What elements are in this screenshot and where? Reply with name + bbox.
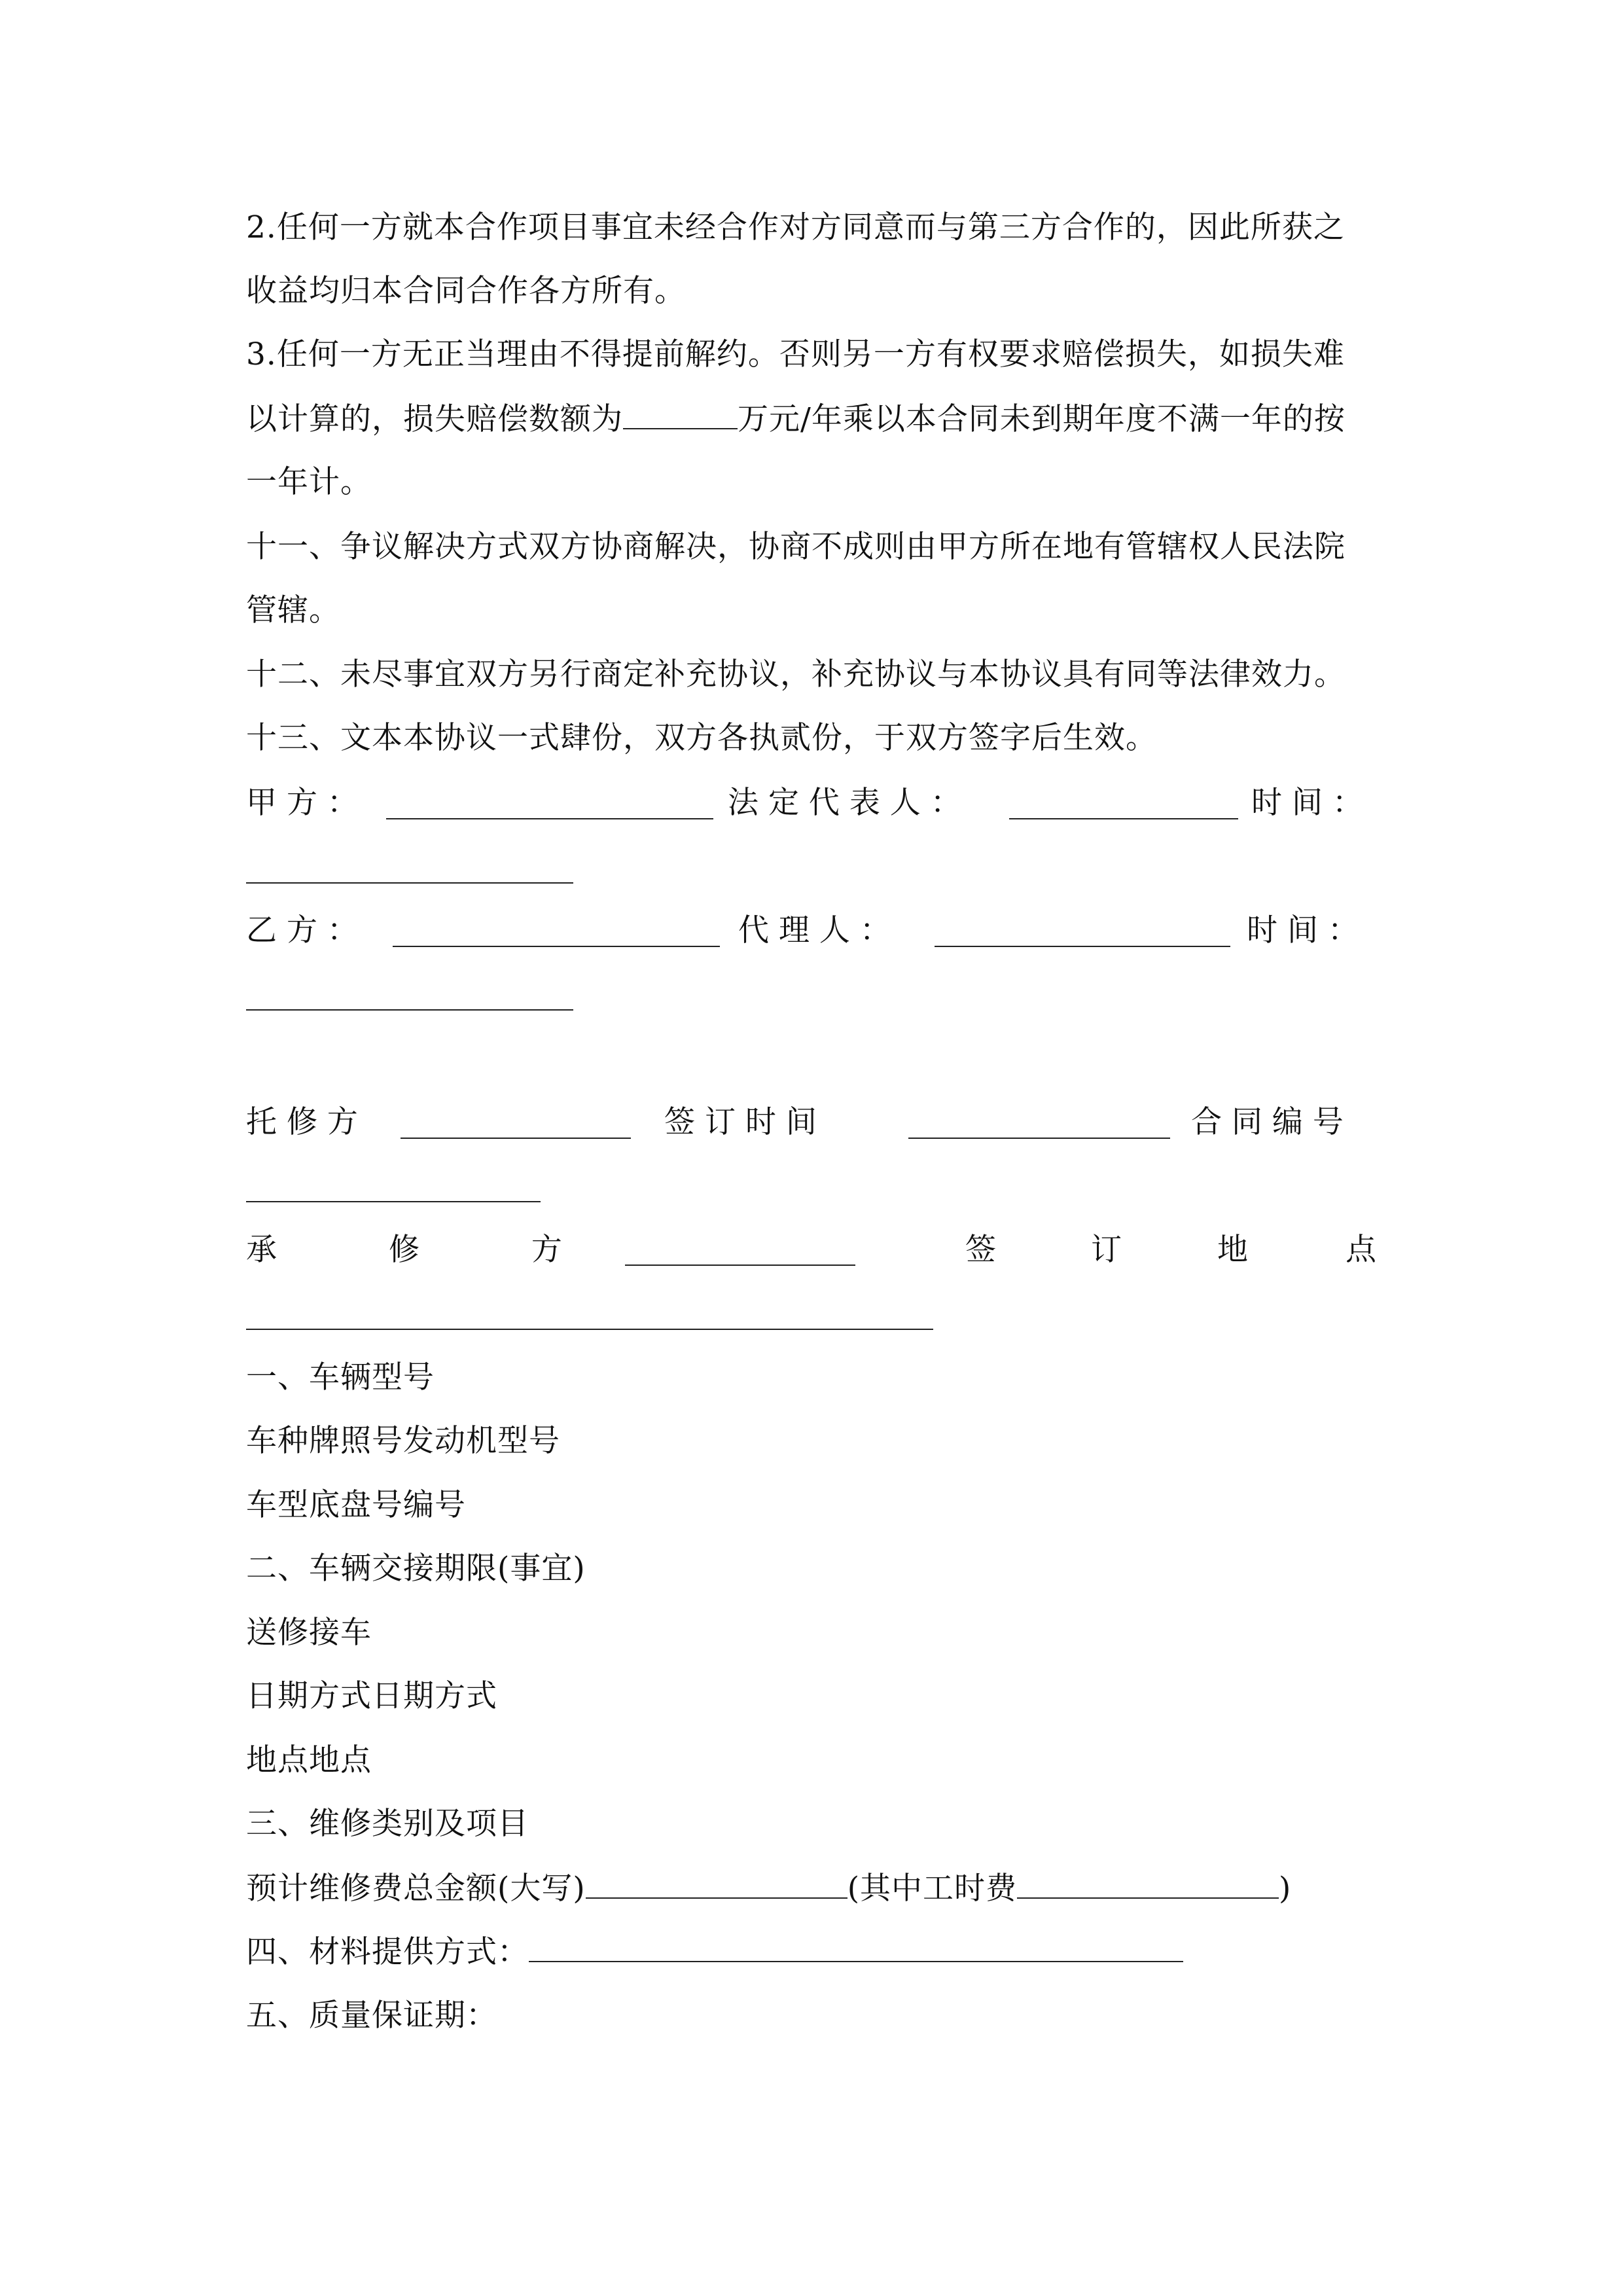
repairer-label: 承 修 方 xyxy=(246,1232,613,1268)
item-warranty-period: 五、质量保证期： xyxy=(246,1998,497,2034)
time-label-b: 时 间 ： xyxy=(1247,912,1359,948)
item-handover-period: 二、车辆交接期限(事宜) xyxy=(246,1551,586,1587)
sign-time-blank[interactable] xyxy=(908,1138,1170,1139)
time-b-blank[interactable] xyxy=(246,1009,573,1011)
item-material-supply: 四、材料提供方式： xyxy=(246,1932,1378,1972)
legal-rep-label: 法 定 代 表 人 ： xyxy=(728,785,961,821)
clause-11-line-1: 十一、争议解决方式双方协商解决，协商不成则由甲方所在地有管辖权人民法院 xyxy=(246,529,1346,565)
agent-label: 代 理 人 ： xyxy=(738,912,891,948)
item-repair-category: 三、维修类别及项目 xyxy=(246,1806,529,1842)
clause-11-line-2: 管辖。 xyxy=(246,592,340,628)
sign-time-label: 签 订 时 间 xyxy=(664,1104,817,1140)
contract-no-label: 合 同 编 号 xyxy=(1191,1104,1344,1140)
clause-3-line-2 xyxy=(246,399,1378,439)
fee-total-blank[interactable] xyxy=(586,1869,847,1899)
clause-13: 十三、文本本协议一式肆份，双方各执贰份，于双方签字后生效。 xyxy=(246,720,1157,756)
contract-no-blank[interactable] xyxy=(246,1201,541,1202)
client-blank[interactable] xyxy=(401,1138,631,1139)
party-a-label: 甲 方 ： xyxy=(246,785,358,821)
sign-place-char-2: 订 xyxy=(1091,1232,1122,1268)
clause-3-text-b: 万元/年乘以本合同未到期年度不满一年的按 xyxy=(738,401,1346,437)
sign-place-blank[interactable] xyxy=(246,1329,933,1330)
labor-fee-blank[interactable] xyxy=(1017,1869,1279,1899)
client-label: 托 修 方 xyxy=(246,1104,358,1140)
item-date-method: 日期方式日期方式 xyxy=(246,1678,497,1714)
clause-3-line-3: 一年计。 xyxy=(246,464,372,500)
party-b-blank[interactable] xyxy=(393,946,720,947)
sign-place-char-3: 地 xyxy=(1217,1232,1248,1268)
material-supply-blank[interactable] xyxy=(529,1932,1183,1962)
legal-rep-blank[interactable] xyxy=(1009,818,1238,819)
sign-place-char-1: 签 xyxy=(965,1232,996,1268)
clause-12: 十二、未尽事宜双方另行商定补充协议，补充协议与本协议具有同等法律效力。 xyxy=(246,656,1346,692)
clause-3-text-a: 以计算的，损失赔偿数额为 xyxy=(246,401,623,437)
sign-place-char-4: 点 xyxy=(1346,1232,1376,1268)
compensation-amount-blank[interactable] xyxy=(623,399,738,429)
clause-3-line-1: 3.任何一方无正当理由不得提前解约。否则另一方有权要求赔偿损失，如损失难 xyxy=(246,336,1345,372)
item-send-pickup: 送修接车 xyxy=(246,1615,372,1651)
clause-2-line-1: 2.任何一方就本合作项目事宜未经合作对方同意而与第三方合作的，因此所获之 xyxy=(246,209,1345,245)
item-location: 地点地点 xyxy=(246,1742,372,1778)
item-chassis: 车型底盘号编号 xyxy=(246,1487,466,1523)
time-a-blank[interactable] xyxy=(246,882,573,884)
party-a-blank[interactable] xyxy=(386,818,713,819)
item-plate-engine: 车种牌照号发动机型号 xyxy=(246,1423,560,1459)
item-vehicle-model: 一、车辆型号 xyxy=(246,1359,435,1395)
time-label-a: 时 间 ： xyxy=(1251,785,1363,821)
party-b-label: 乙 方 ： xyxy=(246,912,358,948)
item-estimated-fee: 预计维修费总金额(大写) (其中工时费 ) xyxy=(246,1869,1378,1909)
agent-blank[interactable] xyxy=(935,946,1230,947)
clause-2-line-2: 收益均归本合同合作各方所有。 xyxy=(246,273,686,309)
repairer-blank[interactable] xyxy=(625,1265,855,1266)
